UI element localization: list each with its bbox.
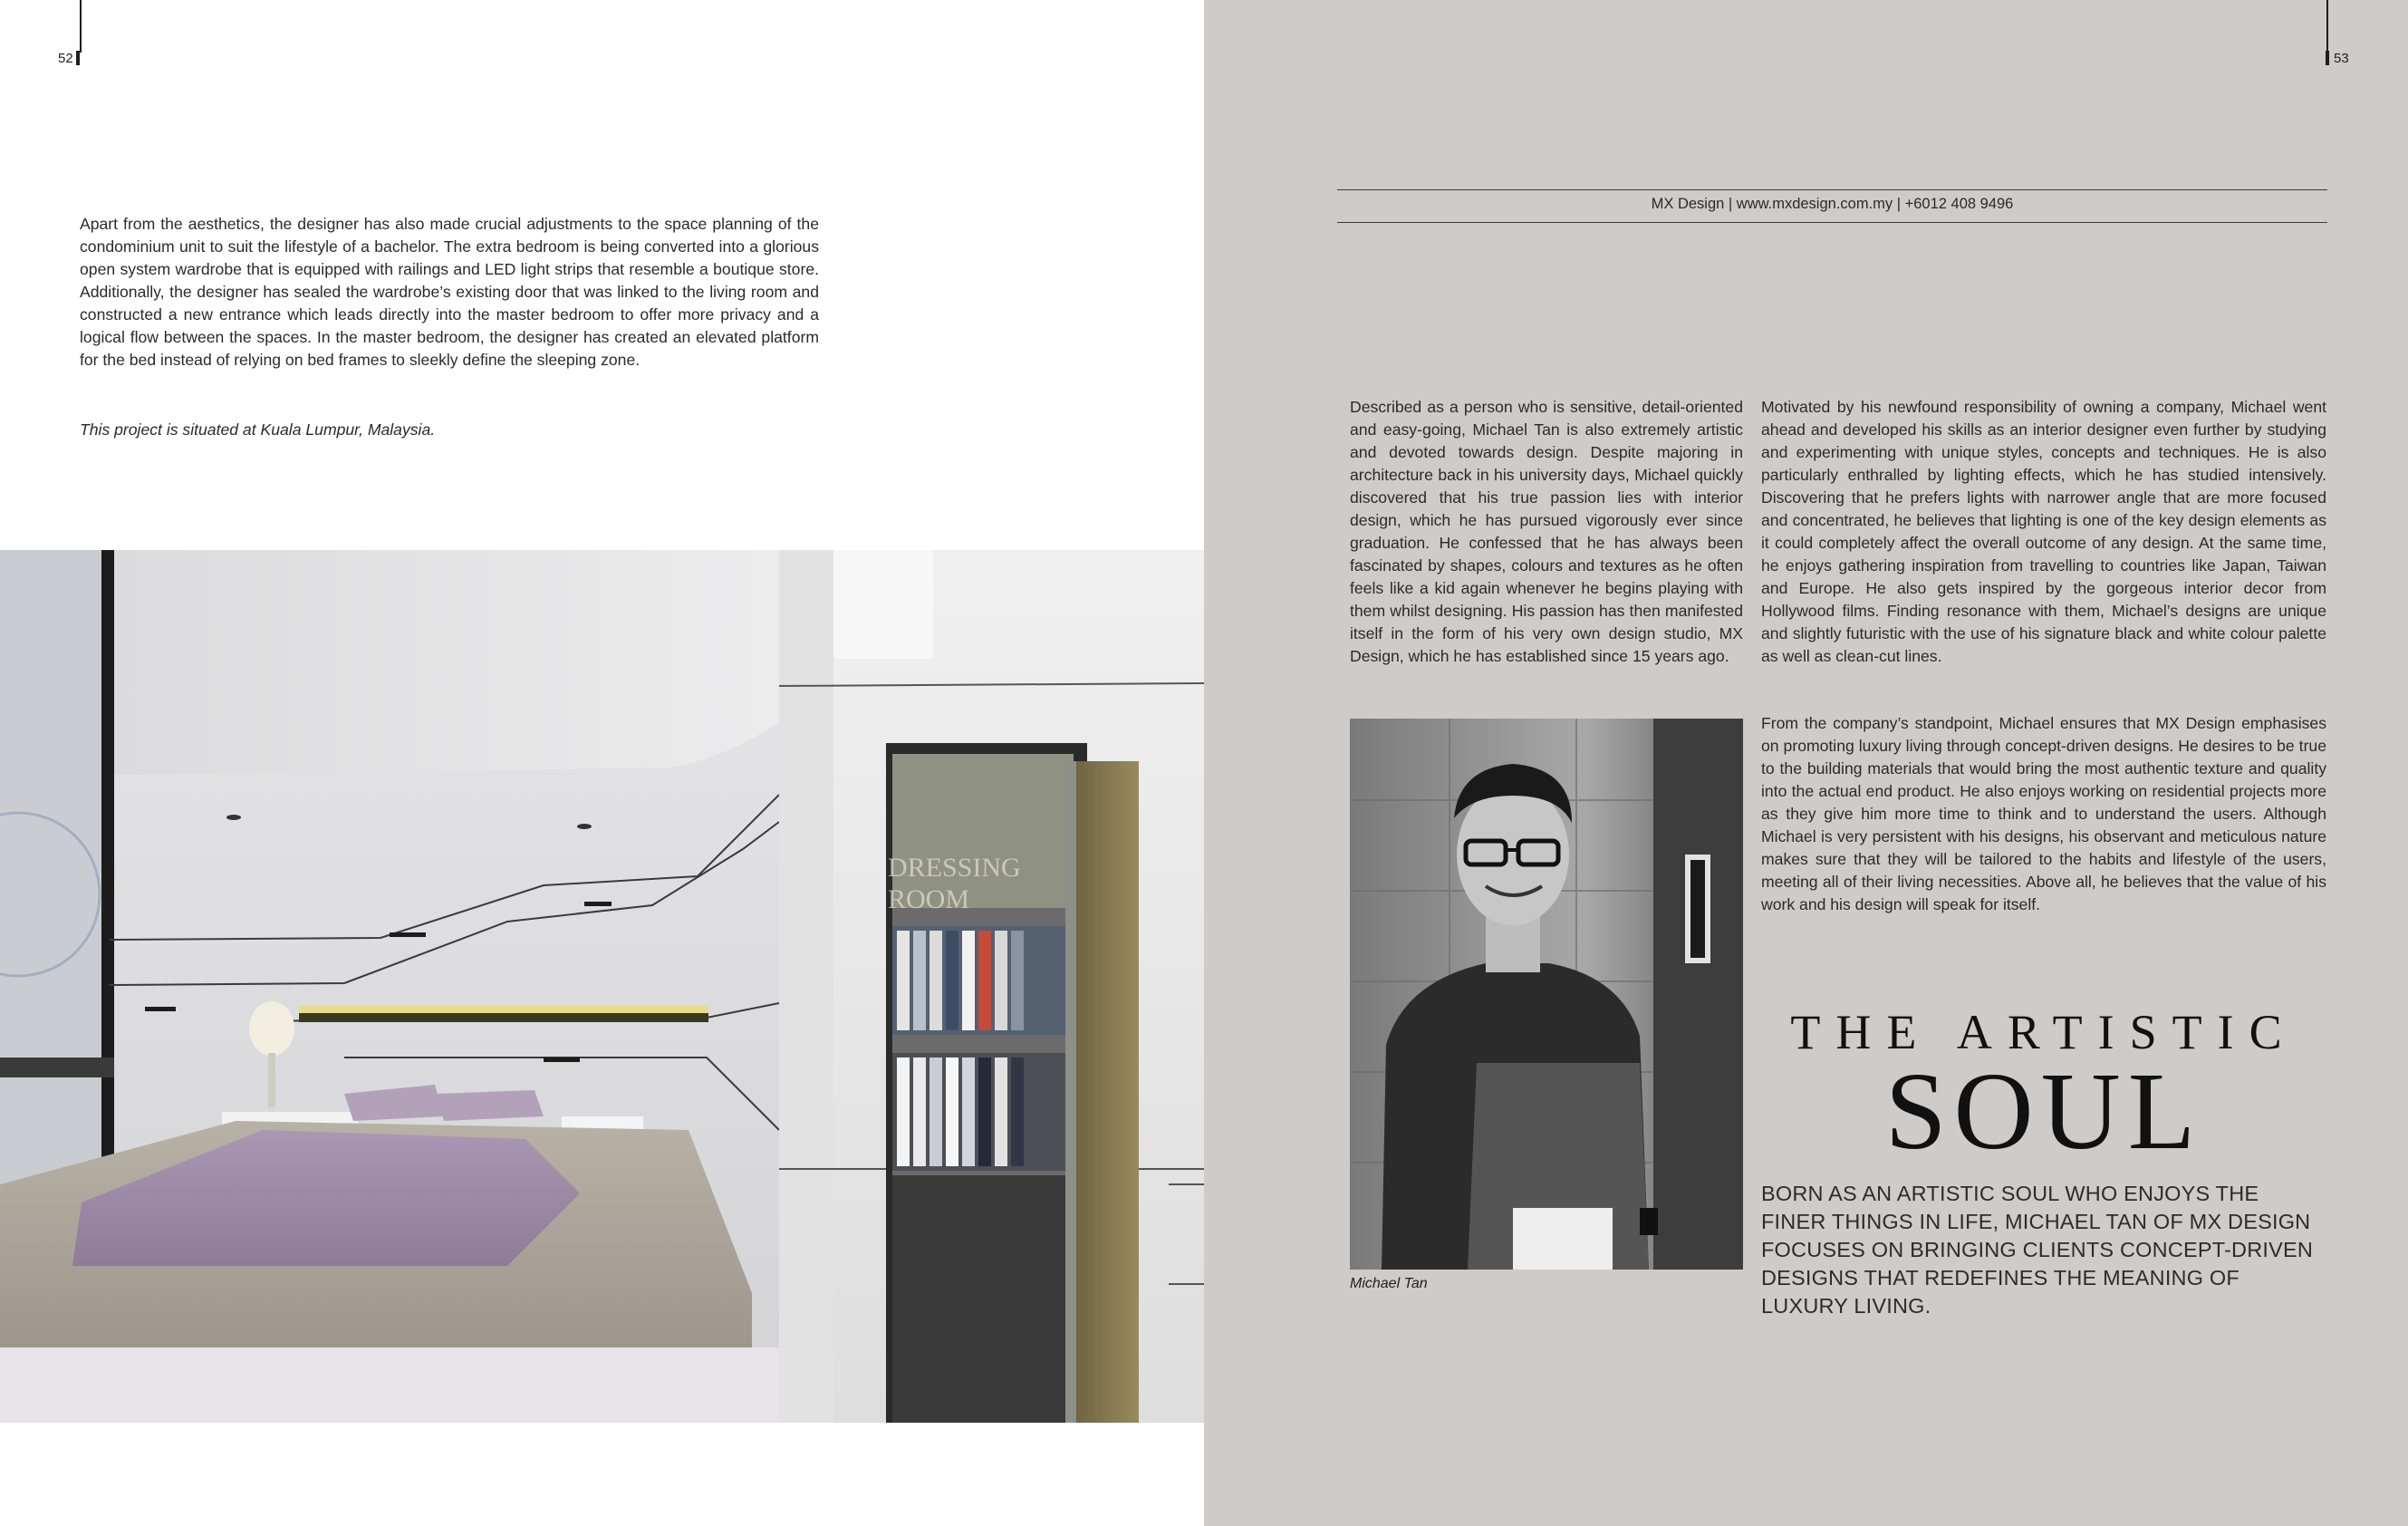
folio-bar: [76, 51, 80, 65]
crop-mark: [80, 0, 82, 53]
body-column-2b: From the company’s standpoint, Michael ensures that MX Design emphasises on promoting luxury living through concept-driven designs. He desires to be true to the building materials that would bring the most authentic texture and quality into the actual end product. He also enjoys working on residential projects more as they give him more time to think and to understand the users. Although Michael is very persistent with his designs, his observant and meticulous nature makes sure that they will be tailored to the habits and lifestyle of the users, meeting all of their living necessities. Above all, he believes that the value of his work and his design will speak for itself.: [1761, 714, 2326, 913]
standfirst: BORN AS AN ARTISTIC SOUL WHO ENJOYS THE FINER THINGS IN LIFE, MICHAEL TAN OF MX DESIGN FOCUSES ON BRINGING CLIENTS CONCEPT-DRIVEN DESIGNS THAT REDEFINES THE MEANING OF LUXURY LIVING.: [1761, 1182, 2314, 1318]
folio-bar: [2326, 51, 2329, 65]
headline-line-2: SOUL: [1884, 1050, 2203, 1173]
contact-rule-top: [1337, 189, 2327, 190]
portrait-caption: Michael Tan: [1350, 1276, 1428, 1291]
contact-rule-bottom: [1337, 222, 2327, 223]
portrait-photo: [1350, 719, 1743, 1270]
page-number: 53: [2334, 51, 2349, 66]
headline-line-1: THE ARTISTIC: [1790, 1005, 2297, 1059]
crop-mark: [2326, 0, 2328, 53]
bedroom-photo: [0, 550, 1204, 1423]
body-column-2: Motivated by his newfound responsibility of owning a company, Michael went ahead and developed his skills as an interior designer even further by studying and experimenting with unique styles, concepts and techniques. He is also particularly enthralled by lighting effects, which he has studied intensively. Discovering that he prefers lights with narrower angle that are more focused and concentrated, he believes that lighting is one of the key design elements as it could completely affect the overall outcome of any design. At the same time, he enjoys gathering inspiration from travelling to countries like Japan, Taiwan and Europe. He also gets inspired by the gorgeous interior decor from Hollywood films. Finding resonance with them, Michael’s designs are unique and slightly futuristic with the use of his signature black and white colour palette as well as clean-cut lines.: [1761, 398, 2326, 665]
page-number: 52: [58, 51, 73, 66]
body-column-1: Described as a person who is sensitive, detail-oriented and easy-going, Michael Tan is also extremely artistic and devoted towards design. Despite majoring in architecture back in his university days, Michael quickly discovered that his true passion lies with interior design, which he has pursued vigorously ever since graduation. He confessed that he has always been fascinated by shapes, colours and textures as he often feels like a kid again whenever he begins playing with them whilst designing. His passion has then manifested itself in the form of his very own design studio, MX Design, which he has established since 15 years ago.: [1350, 398, 1743, 665]
body-paragraph: Apart from the aesthetics, the designer has also made crucial adjustments to the space planning of the condominium unit to suit the lifestyle of a bachelor. The extra bedroom is being converted into a glorious open system wardrobe that is equipped with railings and LED light strips that resemble a boutique store. Additionally, the designer has sealed the wardrobe’s existing door that was linked to the living room and constructed a new entrance which leads directly into the master bedroom to offer more privacy and a logical flow between the spaces. In the master bedroom, the designer has created an elevated platform for the bed instead of relying on bed frames to sleekly define the sleeping zone.: [80, 215, 819, 369]
dressing-sign-line-2: ROOM: [888, 884, 970, 914]
dressing-sign-line-1: DRESSING: [888, 853, 1021, 883]
location-note: This project is situated at Kuala Lumpur, Malaysia.: [80, 420, 436, 439]
contact-line: MX Design | www.mxdesign.com.my | +6012 408 9496: [1651, 196, 2014, 212]
